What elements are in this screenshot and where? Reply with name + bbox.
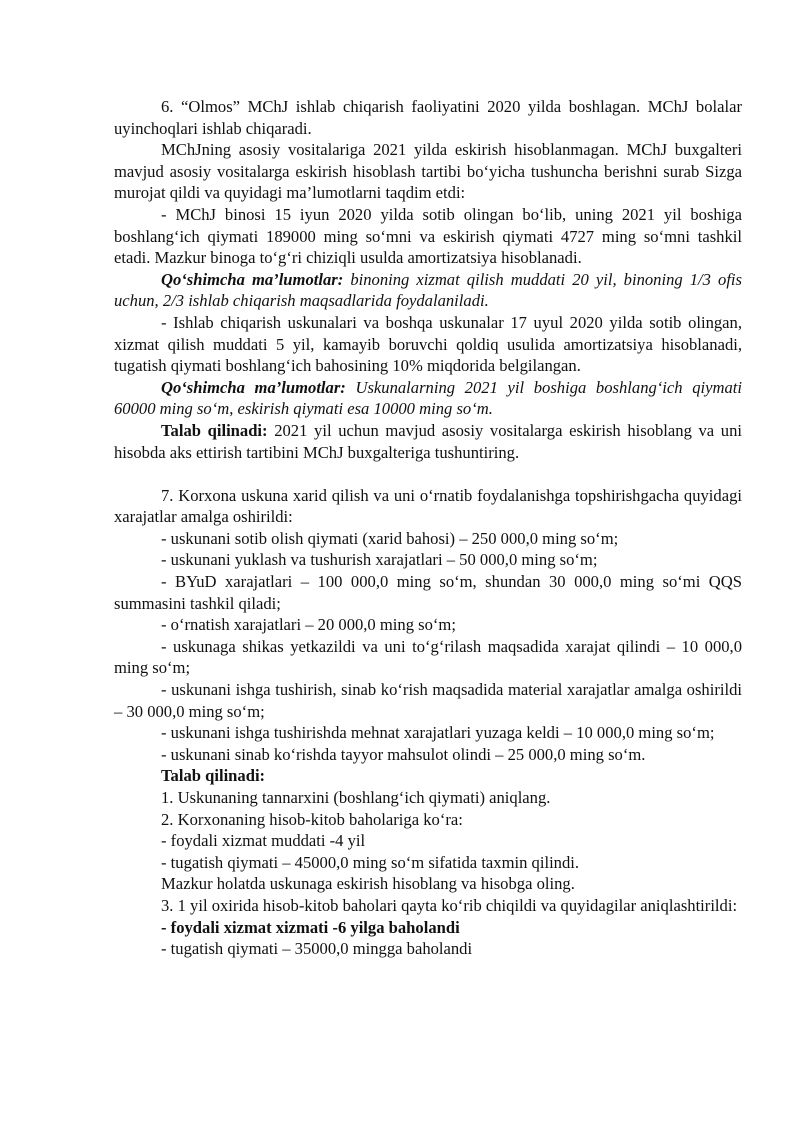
task6-additional-info-2 [114,377,742,420]
document-page [114,96,742,960]
additional-info-text: Uskunalarning 2021 yil boshiga boshlang‘ich qiymati 60000 ming so‘m, eskirish qiymati esa 10000 ming so‘m. [114,377,743,419]
task6-equipment: - Ishlab chiqarish uskunalari va boshqa uskunalar 17 uyul 2020 yilda sotib olingan, xizmat qilish muddati 5 yil, kamayib boruvchi qoldiq usulida amortizatsiya hisoblanadi, tugatish qiymati boshlang‘ich bahosining 10% miqdorida belgilangan. [114,312,742,376]
task7-requirement-item: - foydali xizmat xizmati -6 yilga baholandi [161,917,460,937]
additional-info-label: Qo‘shimcha ma’lumotlar: [161,269,344,289]
task7-intro: 7. Korxona uskuna xarid qilish va uni o‘rnatib foydalanishga topshirishgacha quyidagi xarajatlar amalga oshirildi: [114,485,742,527]
task7-requirement-label: Talab qilinadi: [161,766,266,786]
task7-requirement-item: 1. Uskunaning tannarxini (boshlang‘ich qiymati) aniqlang. [161,788,551,807]
task7-requirement-item: - tugatish qiymati – 45000,0 ming so‘m sifatida taxmin qilindi. [161,852,580,872]
additional-info-label: Qo‘shimcha ma’lumotlar: [161,377,346,397]
task7-cost-item: - o‘rnatish xarajatlari – 20 000,0 ming so‘m; [161,615,456,635]
task7-cost-item: - BYuD xarajatlari – 100 000,0 ming so‘m, shundan 30 000,0 ming so‘mi QQS summasini tashkil qiladi; [114,572,742,613]
requirement-label: Talab qilinadi: [161,420,268,440]
task7-cost-item: - uskunaga shikas yetkazildi va uni to‘g‘rilash maqsadida xarajat qilindi – 10 000,0 ming so‘m; [114,636,742,678]
task7-cost-item: - uskunani ishga tushirish, sinab ko‘rish maqsadida material xarajatlar amalga oshirildi – 30 000,0 ming so‘m; [114,680,742,721]
task7-cost-item: - uskunani yuklash va tushurish xarajatlari – 50 000,0 ming so‘m; [161,550,598,570]
task6-request: MChJning asosiy vositalariga 2021 yilda eskirish hisoblanmagan. MChJ buxgalteri mavjud asosiy vositalarga eskirish hisoblash tartibi bo‘yicha tushuncha berishni surab Sizga murojat qildi va quyidagi ma’lumotlarni taqdim etdi: [114,140,742,203]
task7-cost-item: - uskunani sinab ko‘rishda tayyor mahsulot olindi – 25 000,0 ming so‘m. [161,744,646,764]
additional-info-text: binoning xizmat qilish muddati 20 yil, binoning 1/3 ofis uchun, 2/3 ishlab chiqarish maqsadlarida foydalaniladi. [114,269,742,311]
task7-cost-item: - uskunani sotib olish qiymati (xarid bahosi) – 250 000,0 ming so‘m; [161,528,619,548]
section-spacer [114,463,742,485]
task7-requirement-item: 3. 1 yil oxirida hisob-kitob baholari qayta ko‘rib chiqildi va quyidagilar aniqlashtirildi: [161,895,738,915]
task6-building: - MChJ binosi 15 iyun 2020 yilda sotib olingan bo‘lib, uning 2021 yil boshiga boshlang‘ich qiymati 189000 ming so‘mni va eskirish qiymati 4727 ming so‘mni tashkil etadi. Mazkur binoga to‘g‘ri chiziqli usulda amortizatsiya hisoblanadi. [114,204,742,268]
task6-additional-info-1 [114,269,742,312]
task6-intro: 6. “Olmos” MChJ ishlab chiqarish faoliyatini 2020 yilda boshlagan. MChJ bolalar uyinchoqlari ishlab chiqaradi. [114,97,742,138]
task7-requirement-item: Mazkur holatda uskunaga eskirish hisoblang va hisobga oling. [161,874,575,894]
task7-requirement-item: 2. Korxonaning hisob-kitob baholariga ko‘ra: [161,809,463,829]
task6-requirement [114,420,742,463]
task7-requirement-item: - tugatish qiymati – 35000,0 mingga baholandi [161,939,473,959]
task7-cost-item: - uskunani ishga tushirishda mehnat xarajatlari yuzaga keldi – 10 000,0 ming so‘m; [161,723,715,743]
requirement-text: 2021 yil uchun mavjud asosiy vositalarga eskirish hisoblang va uni hisobda aks ettirish tartibini MChJ buxgalteriga tushuntiring. [114,420,743,462]
task7-requirement-item: - foydali xizmat muddati -4 yil [161,831,366,851]
